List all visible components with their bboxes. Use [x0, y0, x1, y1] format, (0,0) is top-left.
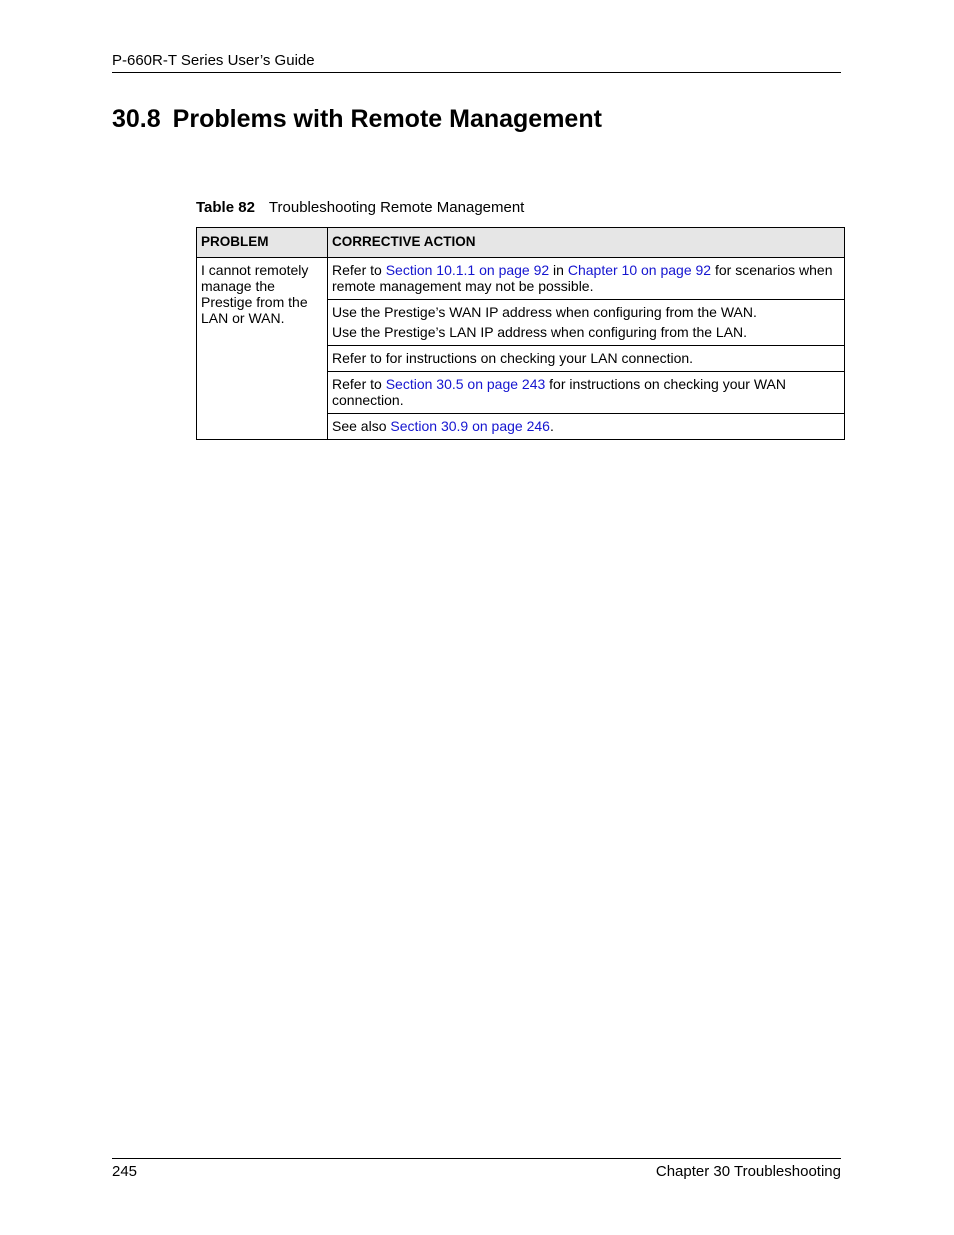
section-title: Problems with Remote Management — [172, 105, 602, 133]
problem-cell: I cannot remotely manage the Prestige from the LAN or WAN. — [197, 258, 328, 440]
lan-ip-instruction: Use the Prestige’s LAN IP address when configuring from the LAN. — [332, 324, 748, 340]
column-header-corrective-action: CORRECTIVE ACTION — [328, 228, 845, 258]
action-text: for instructions on checking your WAN connection. — [332, 376, 786, 408]
page-header — [112, 52, 841, 73]
action-text: Refer to — [332, 262, 386, 278]
wan-ip-instruction: Use the Prestige’s WAN IP address when configuring from the WAN. — [332, 304, 757, 320]
section-30-9-link[interactable]: Section 30.9 on page 246 — [390, 418, 550, 434]
column-header-problem: PROBLEM — [197, 228, 328, 258]
section-30-5-link[interactable]: Section 30.5 on page 243 — [385, 376, 546, 392]
chapter-10-link[interactable]: Chapter 10 on page 92 — [567, 262, 712, 278]
table-caption — [196, 199, 524, 217]
action-text: See also — [332, 418, 391, 434]
page-number: 245 — [112, 1163, 138, 1180]
action-text: . — [549, 418, 554, 434]
action-cell — [328, 414, 845, 440]
action-text: for scenarios when remote management may not be possible. — [332, 262, 833, 294]
section-number: 30.8 — [112, 105, 161, 133]
table-caption-text: Troubleshooting Remote Management — [268, 199, 525, 216]
table-header-row — [197, 228, 845, 258]
section-heading — [112, 104, 602, 134]
table-row — [197, 258, 845, 300]
lan-connection-instruction: Refer to for instructions on checking your LAN connection. — [332, 350, 694, 366]
table-caption-label: Table 82 — [196, 199, 255, 216]
action-text: in — [549, 262, 568, 278]
action-text: Refer to — [332, 376, 386, 392]
action-cell — [328, 346, 845, 372]
page-footer — [112, 1158, 841, 1181]
guide-title: P-660R-T Series User’s Guide — [112, 52, 315, 69]
chapter-title: Chapter 30 Troubleshooting — [655, 1163, 841, 1180]
troubleshooting-table — [196, 227, 845, 440]
section-10-1-1-link[interactable]: Section 10.1.1 on page 92 — [385, 262, 550, 278]
action-cell — [328, 258, 845, 300]
action-cell — [328, 300, 845, 346]
action-cell — [328, 372, 845, 414]
